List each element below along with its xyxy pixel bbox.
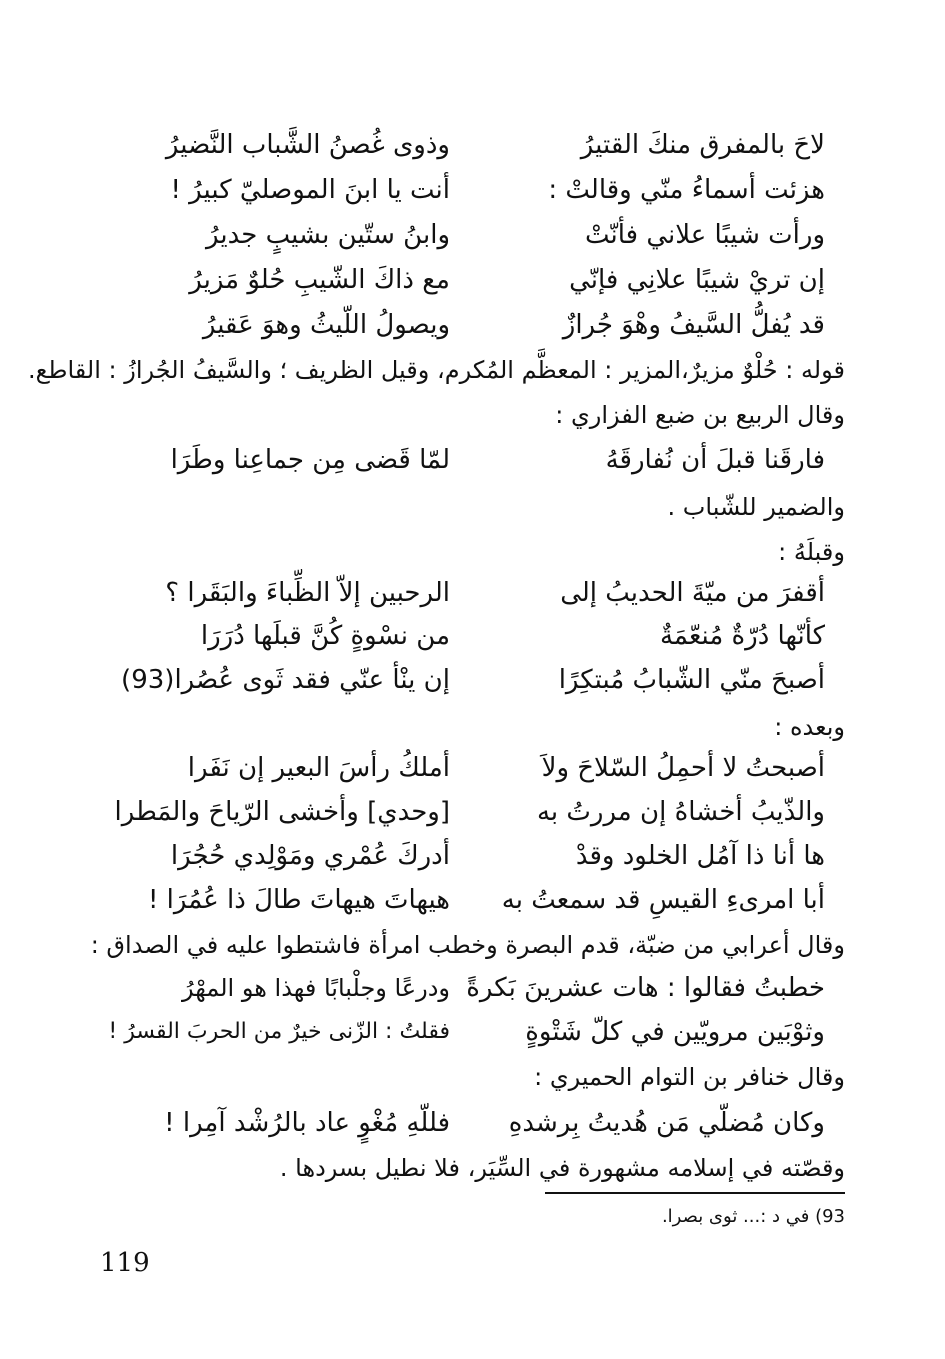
verse-hemistich-1: وثوْبَين مرويّين في كلّ شَتْوةٍ (525, 1017, 825, 1047)
verse-hemistich-1: فارقَنا قبلَ أن نُفارقَهُ (605, 445, 825, 475)
verse-hemistich-2: [وحدي] وأخشى الرّياحَ والمَطرا (114, 797, 450, 827)
verse-hemistich-2: فقلتُ : الزّنى خيرٌ من الحربَ القسرُ ! (108, 1019, 450, 1044)
prose-paragraph: وقال أعرابي من ضبّة، قدم البصرة وخطب امرأة فاشتطوا عليه في الصداق : (90, 931, 845, 959)
verse-hemistich-1: إن تريْ شيبًا علانِي فإنّي (569, 265, 825, 295)
verse-hemistich-1: وكان مُضلّي مَن هُديتُ بِرشدهِ (508, 1108, 825, 1138)
verse-hemistich-2: وابنُ ستّين بشيبٍ جديرُ (206, 220, 450, 250)
prose-paragraph: وقال الربيع بن ضبع الفزاري : (555, 401, 845, 429)
prose-paragraph: وبعده : (774, 713, 845, 741)
footnote: 93) في د :... ثوى بصرا. (661, 1206, 845, 1227)
verse-hemistich-2: وذوى غُصنُ الشَّباب النَّضيرُ (165, 130, 450, 160)
verse-hemistich-2: لمّا قَضى مِن جماعِنا وطَرَا (170, 445, 450, 475)
verse-hemistich-2: من نسْوةٍ كُنَّ قبلَها دُرَرَا (200, 621, 450, 651)
verse-hemistich-1: هزئت أسماءُ منّي وقالتْ : (548, 175, 825, 205)
verse-hemistich-1: أقفرَ من ميّةَ الحديبُ إلى (560, 578, 825, 608)
verse-hemistich-2: الرحبين إلاّ الظِّباءَ والبَقَرا ؟ (165, 578, 450, 608)
verse-hemistich-2: ويصولُ اللّيثُ وهوَ عَقيرُ (202, 310, 450, 340)
page-number: 119 (100, 1248, 150, 1278)
verse-hemistich-1: أصبحَ منّي الشّبابُ مُبتكِرًا (558, 665, 825, 695)
verse-hemistich-1: خطبتُ فقالوا : هات عشرينَ بَكرةً (466, 973, 825, 1003)
prose-paragraph: والضمير للشّباب . (667, 493, 845, 521)
verse-hemistich-2: هيهاتَ هيهاتَ طالَ ذا عُمُرَا ! (147, 885, 450, 915)
verse-hemistich-2: أنت يا ابنَ الموصليّ كبيرُ ! (170, 175, 450, 205)
verse-hemistich-1: ورأت شيبًا علاني فأنّتْ (584, 220, 825, 250)
verse-hemistich-2: ودرعًا وجلْبابًا فهذا هو المهْرُ (182, 974, 450, 1002)
prose-paragraph: قوله : حُلْوٌ مزيرٌ،المزير : المعظَّم المُكرم، وقيل الظريف ؛ والسَّيفُ الجُرازُ : القاطع. (27, 356, 845, 384)
prose-paragraph: وقبلَهُ : (778, 538, 845, 566)
verse-hemistich-2: فللّهِ مُغْوٍ عاد بالرُشْد آمِرا ! (164, 1108, 450, 1138)
prose-paragraph: وقصّته في إسلامه مشهورة في السِّيَر، فلا نطيل بسردها . (279, 1154, 845, 1182)
verse-hemistich-1: قد يُفلُّ السَّيفُ وهْوَ جُرازٌ (562, 310, 825, 340)
verse-hemistich-1: أصبحتُ لا أحمِلُ السّلاحَ ولاَ (541, 753, 825, 783)
verse-hemistich-2: أدركَ عُمْري ومَوْلِدي حُجُرَا (170, 841, 450, 871)
verse-hemistich-1: لاحَ بالمفرق منكَ القتيرُ (580, 130, 825, 160)
verse-hemistich-2: أملكُ رأسَ البعير إن نَفَرا (187, 753, 450, 783)
verse-hemistich-1: أبا امرىءِ القيسِ قد سمعتُ به (501, 885, 825, 915)
verse-hemistich-2: إن ينْأ عنّي فقد ثَوى عُصُرا(93) (121, 665, 450, 695)
verse-hemistich-2: مع ذاكَ الشّيبِ حُلوٌ مَزيرُ (189, 265, 450, 295)
prose-paragraph: وقال خنافر بن التوام الحميري : (534, 1063, 845, 1091)
verse-hemistich-1: ها أنا ذا آمُل الخلود وقدْ (575, 841, 825, 871)
verse-hemistich-1: والذّيبُ أخشاهُ إن مررتُ به (536, 797, 825, 827)
verse-hemistich-1: كأنّها دُرّةٌ مُنعّمَةٌ (659, 621, 825, 651)
footnote-separator (545, 1192, 845, 1194)
